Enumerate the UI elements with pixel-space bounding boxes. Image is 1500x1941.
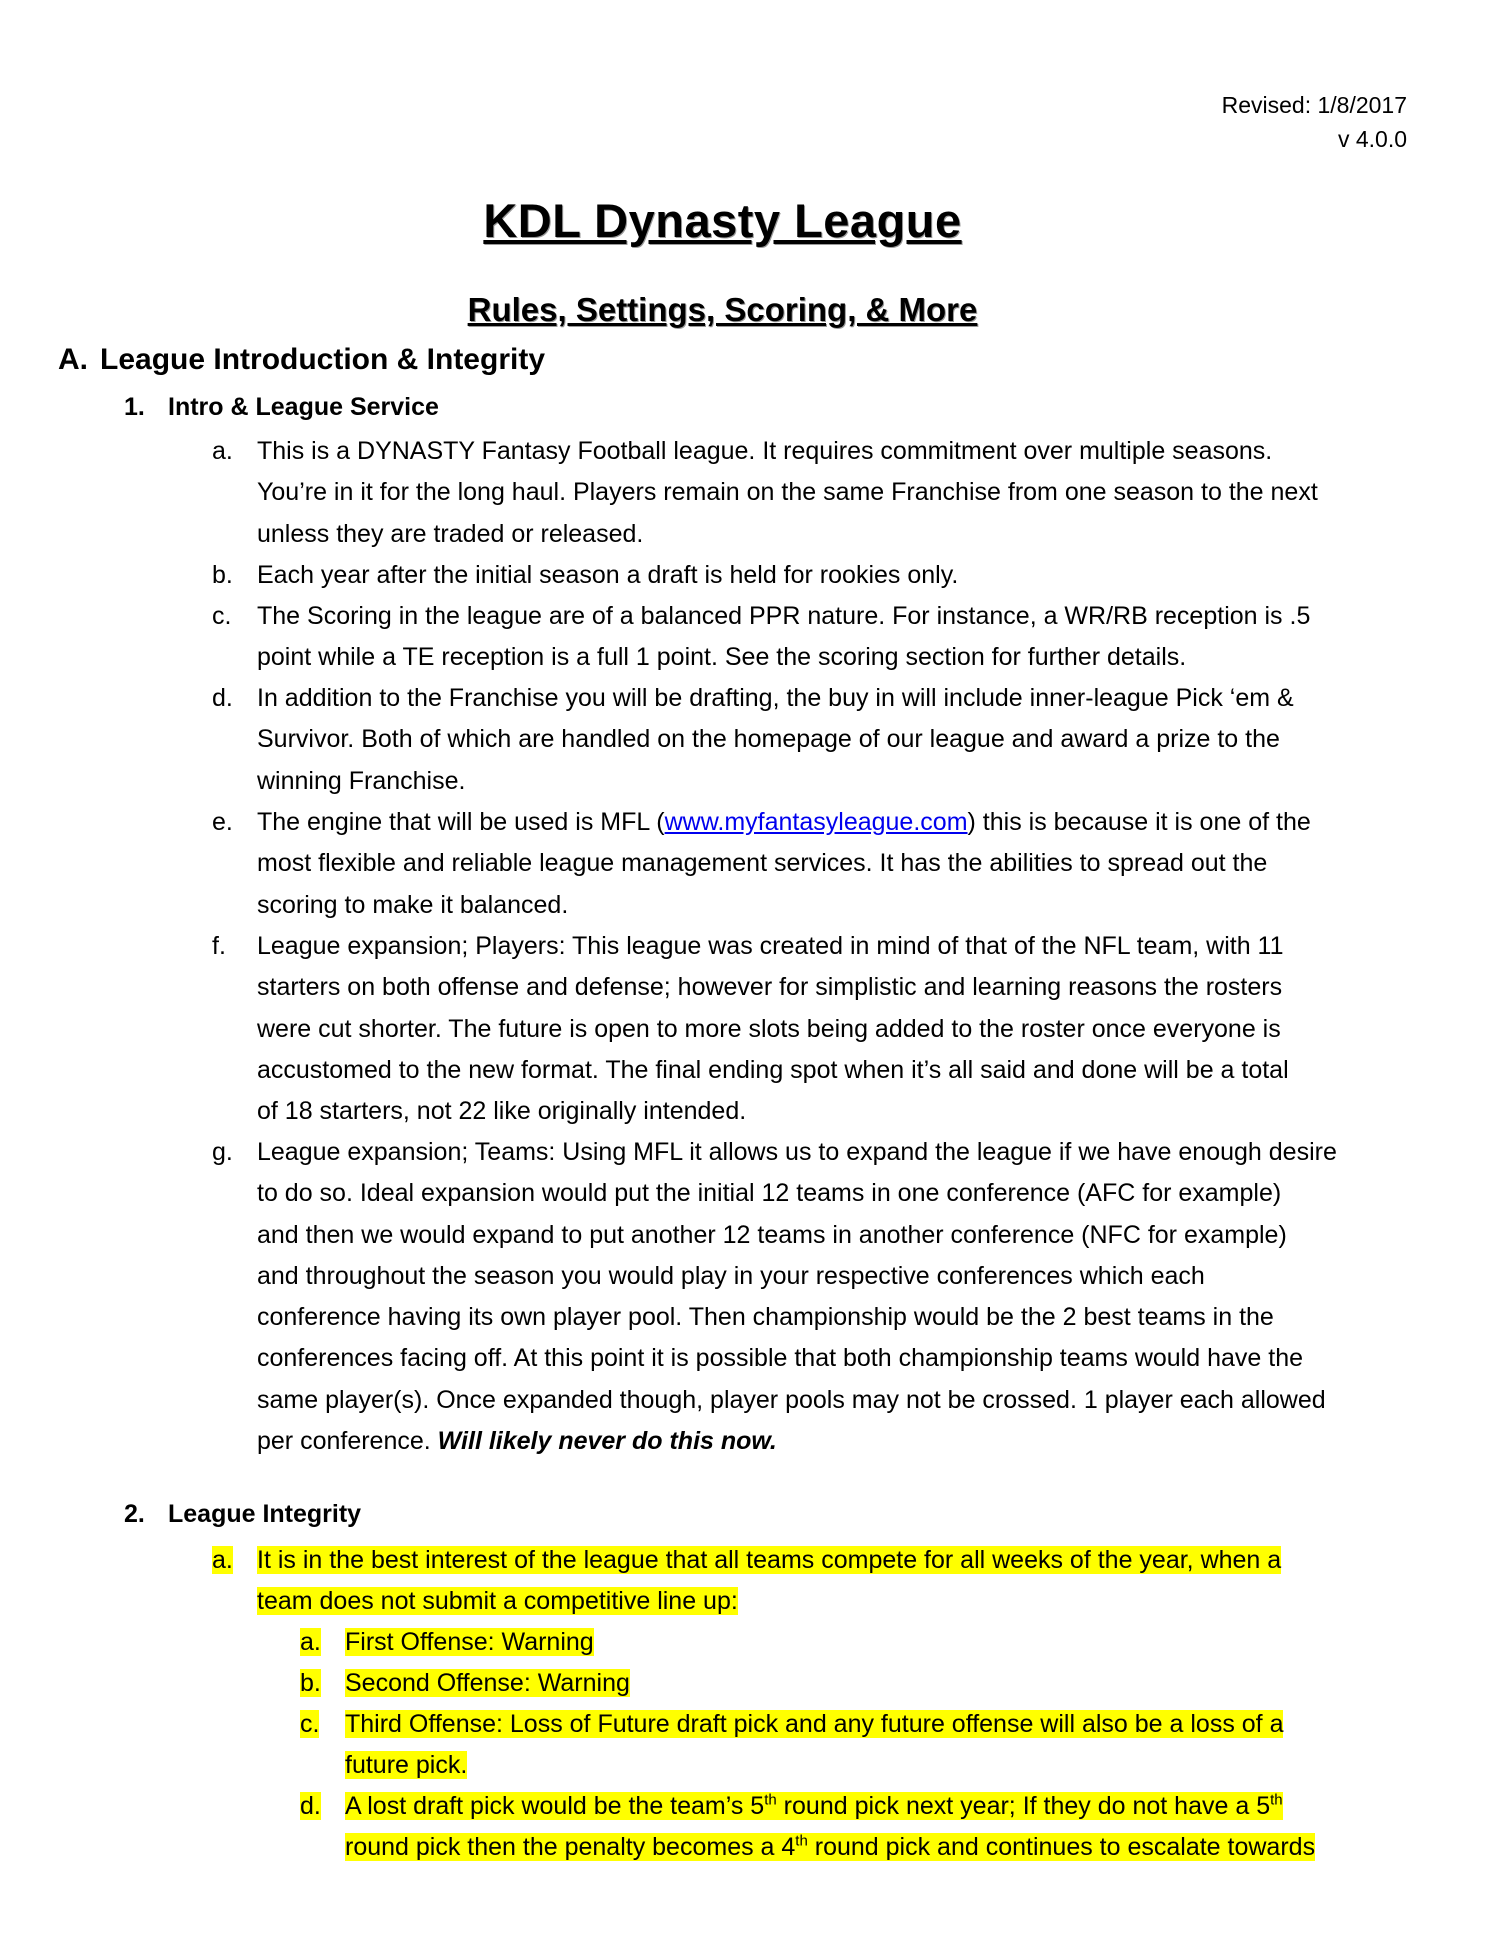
list-item-line: scoring to make it balanced. xyxy=(257,890,569,919)
list-item-line xyxy=(345,1786,1315,1827)
list-item-line: were cut shorter. The future is open to more slots being added to the roster once everyone is xyxy=(257,1014,1281,1043)
subsection-2-number: 2. xyxy=(124,1500,145,1528)
list-item-letter xyxy=(300,1622,340,1663)
list-item-letter-text: a. xyxy=(300,1628,321,1656)
superscript: th xyxy=(1270,1791,1283,1809)
revision-info xyxy=(1222,88,1407,156)
subsection-1-title: Intro & League Service xyxy=(168,393,439,421)
highlighted-text: First Offense: Warning xyxy=(345,1628,594,1656)
list-item xyxy=(212,555,958,596)
list-item-line: and throughout the season you would play in your respective conferences which each xyxy=(257,1261,1205,1290)
list-item-line: In addition to the Franchise you will be drafting, the buy in will include inner-league Pick ‘em & xyxy=(257,684,1294,712)
highlighted-text: future pick. xyxy=(345,1751,468,1780)
list-item-line: starters on both offense and defense; however for simplistic and learning reasons the rosters xyxy=(257,973,1283,1002)
list-item-line: same player(s). Once expanded though, player pools may not be crossed. 1 player each allowed xyxy=(257,1385,1326,1414)
list-item-highlighted xyxy=(212,1540,1281,1623)
section-a-heading xyxy=(58,343,545,377)
list-item-letter: d. xyxy=(212,684,233,712)
version-number: v 4.0.0 xyxy=(1337,126,1407,152)
highlighted-text: It is in the best interest of the league that all teams compete for all weeks of the year, when a xyxy=(257,1546,1282,1574)
list-item-line: This is a DYNASTY Fantasy Football league. It requires commitment over multiple seasons. xyxy=(257,437,1273,465)
list-item-line: and then we would expand to put another 12 teams in another conference (NFC for example) xyxy=(257,1220,1287,1249)
list-item-letter xyxy=(212,1540,252,1581)
list-item-line: The Scoring in the league are of a balanced PPR nature. For instance, a WR/RB reception is .5 xyxy=(257,602,1311,630)
list-item xyxy=(212,431,1318,555)
list-item-letter: b. xyxy=(212,561,233,589)
list-item-line: winning Franchise. xyxy=(257,766,466,795)
list-item-line: most flexible and reliable league management services. It has the abilities to spread out the xyxy=(257,849,1268,878)
list-item xyxy=(212,1132,1337,1462)
nested-list-item xyxy=(300,1704,1283,1787)
text-part: round pick next year; If they do not have a 5 xyxy=(776,1792,1271,1820)
highlighted-text xyxy=(345,1833,1315,1861)
subsection-2-title: League Integrity xyxy=(168,1500,362,1528)
nested-list-item xyxy=(300,1622,594,1663)
list-item-letter: c. xyxy=(212,602,232,630)
highlighted-text: team does not submit a competitive line up: xyxy=(257,1587,738,1616)
section-a-label: A. xyxy=(58,343,88,376)
list-item-line: League expansion; Teams: Using MFL it allows us to expand the league if we have enough desire xyxy=(257,1138,1337,1166)
list-item-line: of 18 starters, not 22 like originally intended. xyxy=(257,1097,747,1126)
text-part: round pick then the penalty becomes a 4 xyxy=(345,1833,796,1862)
section-a-title: League Introduction & Integrity xyxy=(100,343,546,376)
text-part: round pick and continues to escalate towards xyxy=(807,1833,1316,1862)
list-item-line: point while a TE reception is a full 1 point. See the scoring section for further details. xyxy=(257,643,1187,672)
list-item-line: Survivor. Both of which are handled on the homepage of our league and award a prize to the xyxy=(257,725,1280,754)
last-line-text: per conference. xyxy=(257,1427,438,1456)
list-item-line xyxy=(345,1663,630,1704)
highlighted-text: Second Offense: Warning xyxy=(345,1669,630,1697)
list-item-line: Each year after the initial season a draft is held for rookies only. xyxy=(257,561,959,589)
link-prefix: The engine that will be used is MFL ( xyxy=(257,808,665,836)
list-item xyxy=(212,596,1310,679)
list-item-letter-text: b. xyxy=(300,1669,321,1697)
highlighted-text xyxy=(345,1792,1283,1820)
list-item-line xyxy=(257,1540,1281,1581)
highlighted-text: Third Offense: Loss of Future draft pick and any future offense will also be a loss of a xyxy=(345,1710,1284,1738)
nested-list-item xyxy=(300,1786,1315,1869)
subsection-1-heading xyxy=(124,393,439,422)
nested-list-item xyxy=(300,1663,630,1704)
list-item xyxy=(212,926,1289,1132)
list-item-letter: e. xyxy=(212,808,233,836)
mfl-link[interactable]: www.myfantasyleague.com xyxy=(664,808,968,836)
list-item-line xyxy=(345,1622,594,1663)
list-item-letter xyxy=(300,1663,340,1704)
list-item-letter-text: a. xyxy=(212,1546,233,1574)
superscript: th xyxy=(795,1832,808,1850)
list-item-letter: g. xyxy=(212,1138,233,1166)
list-item-line: You’re in it for the long haul. Players remain on the same Franchise from one season to the next xyxy=(257,478,1318,507)
superscript: th xyxy=(764,1791,777,1809)
list-item-letter xyxy=(300,1786,340,1827)
list-item-line xyxy=(345,1745,1283,1786)
list-item-line: conferences facing off. At this point it is possible that both championship teams would have the xyxy=(257,1344,1303,1373)
list-item-line: unless they are traded or released. xyxy=(257,519,644,548)
list-item xyxy=(212,802,1311,926)
list-item-letter: f. xyxy=(212,932,226,960)
emphasis-note: Will likely never do this now. xyxy=(437,1427,777,1456)
document-title: KDL Dynasty League xyxy=(483,194,962,247)
list-item-line xyxy=(345,1827,1315,1868)
list-item xyxy=(212,678,1294,802)
subsection-2-heading xyxy=(124,1500,361,1529)
list-item-line xyxy=(345,1704,1283,1745)
subsection-1-number: 1. xyxy=(124,393,145,421)
revised-date: Revised: 1/8/2017 xyxy=(1221,92,1407,118)
list-item-line xyxy=(257,1581,1281,1622)
document-subtitle: Rules, Settings, Scoring, & More xyxy=(467,291,978,328)
list-item-letter-text: c. xyxy=(300,1710,320,1738)
list-item-letter: a. xyxy=(212,437,233,465)
text-part: A lost draft pick would be the team’s 5 xyxy=(345,1792,765,1820)
list-item-line: accustomed to the new format. The final ending spot when it’s all said and done will be a total xyxy=(257,1055,1289,1084)
list-item-line: to do so. Ideal expansion would put the initial 12 teams in one conference (AFC for example) xyxy=(257,1179,1282,1208)
list-item-line xyxy=(257,802,1311,843)
list-item-line: conference having its own player pool. Then championship would be the 2 best teams in the xyxy=(257,1303,1274,1332)
link-suffix: ) this is because it is one of the xyxy=(967,808,1311,836)
list-item-line: League expansion; Players: This league was created in mind of that of the NFL team, with 11 xyxy=(257,932,1284,960)
list-item-letter-text: d. xyxy=(300,1792,321,1820)
list-item-letter xyxy=(300,1704,340,1745)
list-item-line xyxy=(257,1421,1337,1462)
